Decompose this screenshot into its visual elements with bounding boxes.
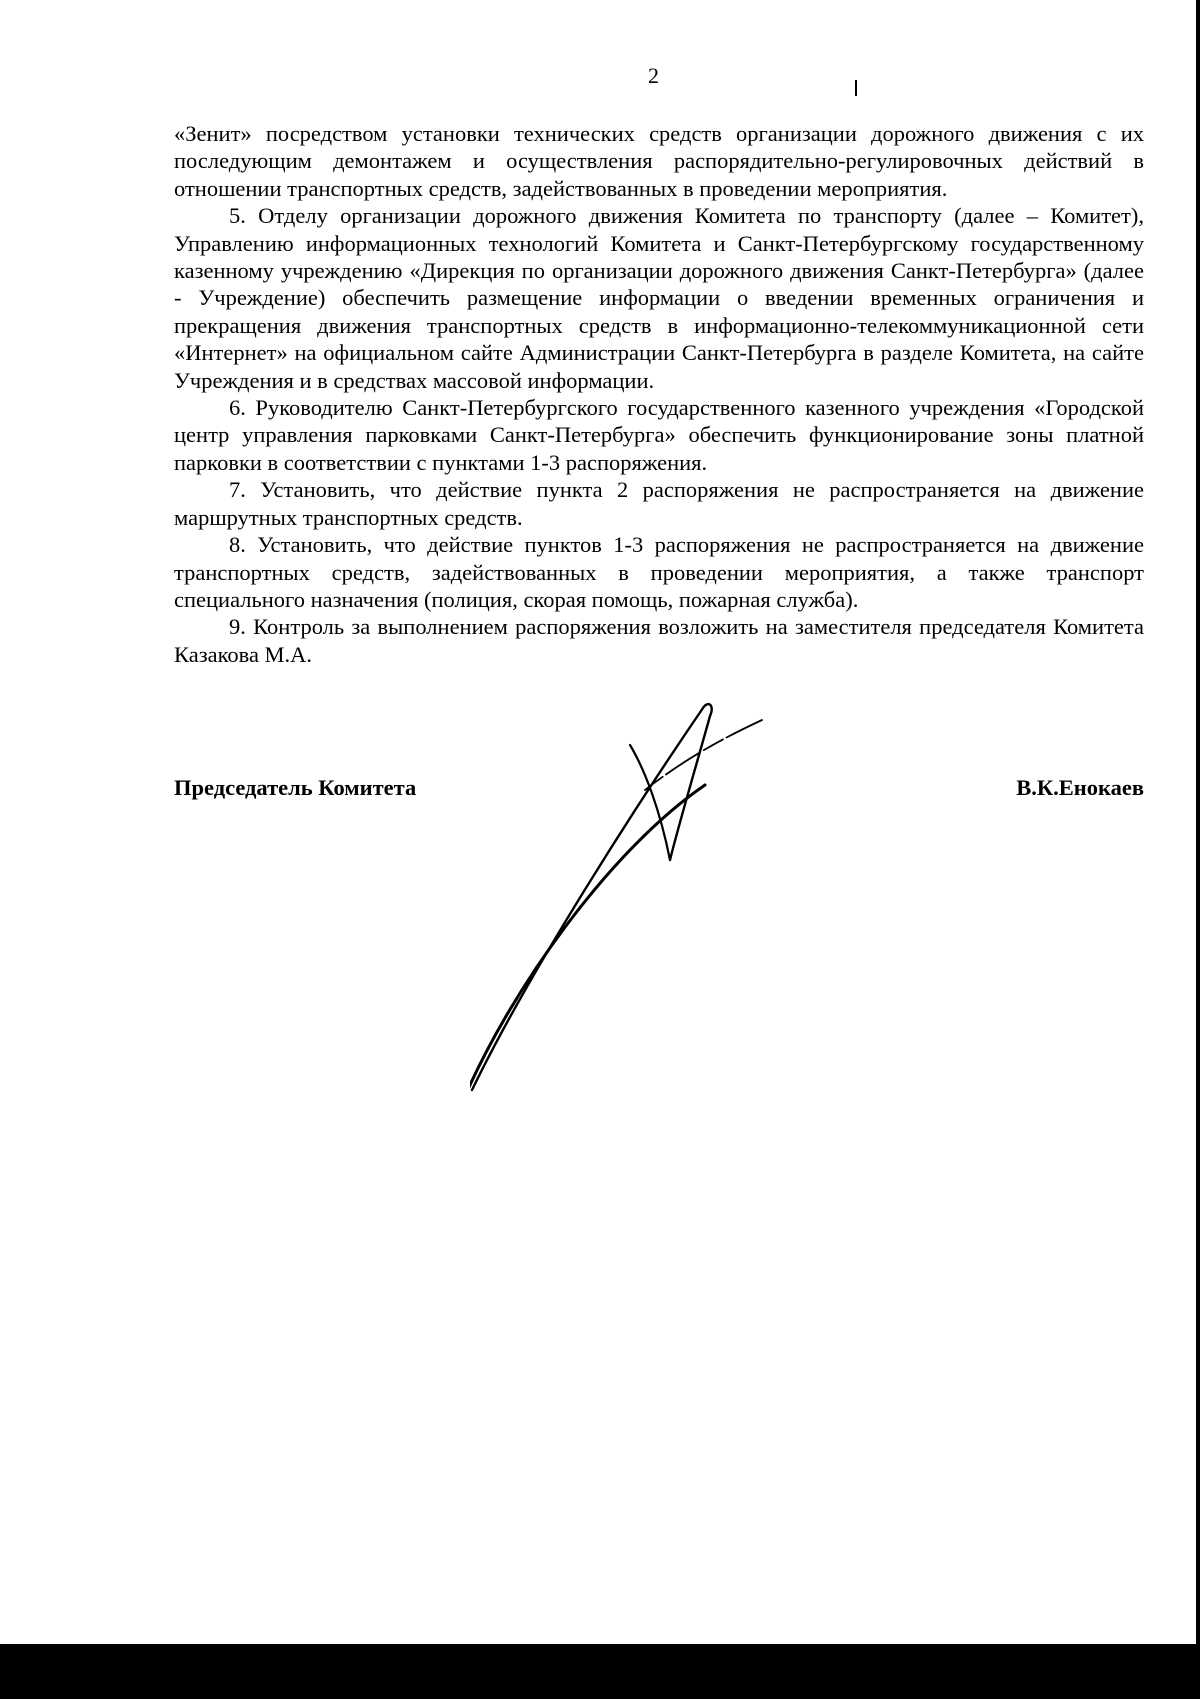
document-body xyxy=(174,120,1144,668)
handwritten-signature xyxy=(470,700,870,1110)
page-number: 2 xyxy=(648,63,659,88)
signer-name: В.К.Енокаев xyxy=(1016,775,1144,800)
paragraph-continuation: «Зенит» посредством установки технических средств организации дорожного движения с их последующим демонтажем и осуществления распорядительно-регулировочных действий в отношении транспортных средств, задействованных в проведении мероприятия. xyxy=(174,121,1144,201)
paragraph-item-9: 9. Контроль за выполнением распоряжения возложить на заместителя председателя Комитета Казакова М.А. xyxy=(174,614,1144,667)
paragraph-item-5: 5. Отделу организации дорожного движения Комитета по транспорту (далее – Комитет), Управлению информационных технологий Комитета и Санкт-Петербургскому государственному казенному учреждению «Дирекция по организации дорожного движения Санкт-Петербурга» (далее - Учреждение) обеспечить размещение информации о введении временных ограничения и прекращения движения транспортных средств в информационно-телекоммуникационной сети «Интернет» на официальном сайте Администрации Санкт-Петербурга в разделе Комитета, на сайте Учреждения и в средствах массовой информации. xyxy=(174,203,1144,393)
paragraph-item-8: 8. Установить, что действие пунктов 1-3 распоряжения не распространяется на движение транспортных средств, задействованных в проведении мероприятия, а также транспорт специального назначения (полиция, скорая помощь, пожарная служба). xyxy=(174,532,1144,612)
signer-title: Председатель Комитета xyxy=(174,775,417,800)
margin-mark xyxy=(855,80,857,96)
paragraph-item-7: 7. Установить, что действие пункта 2 распоряжения не распространяется на движение маршрутных транспортных средств. xyxy=(174,477,1144,530)
paragraph-item-6: 6. Руководителю Санкт-Петербургского государственного казенного учреждения «Городской центр управления парковками Санкт-Петербурга» обеспечить функционирование зоны платной парковки в соответствии с пунктами 1-3 распоряжения. xyxy=(174,395,1144,475)
